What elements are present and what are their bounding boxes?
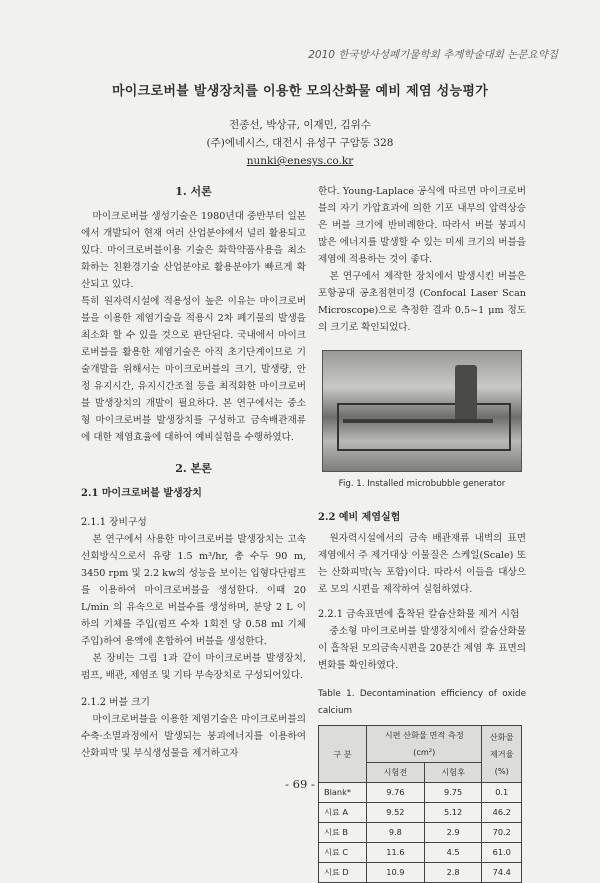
table-cell-before: 11.6	[367, 843, 425, 863]
table-caption: Table 1. Decontamination efficiency of oxide calcium	[318, 689, 526, 716]
section-title-body: 2. 본론	[175, 462, 212, 475]
table-cell-sample: Blank*	[319, 783, 367, 803]
table-cell-rate: 74.4	[482, 863, 522, 883]
table-cell-sample: 시료 D	[319, 863, 367, 883]
table-header-after: 시험후	[424, 763, 482, 783]
table-cell-sample: 시료 B	[319, 823, 367, 843]
table-header-rate-label: 산화물	[489, 731, 514, 742]
section-title-intro: 1. 서론	[175, 185, 212, 198]
equipment-tank	[455, 365, 477, 423]
table-cell-sample: 시료 A	[319, 803, 367, 823]
microbubble-generator-photo	[322, 350, 522, 472]
paragraph: 원자력시설에서의 금속 배관재류 내벽의 표면제염에서 주 제거대상 이물질은 스케일(Scale) 또는 산화피막(녹 포함)이다. 따라서 이들을 대상으로 모의 시편을 제작하여 실험하였다.	[318, 533, 526, 595]
table-cell-rate: 0.1	[482, 783, 522, 803]
paragraph: 본 연구에서 사용한 마이크로버블 발생장치는 고속선회방식으로서 유량 1.5 m³/hr, 총 수두 90 m, 3450 rpm 및 2.2 kw의 성능을 보이는 입형다단펌프를 이용하여 마이크로버블을 생성한다. 이때 20 L/min 의 유속으로 버블수를 생성하며, 분당 2 L 이하의 기체를 주입(펌프 수차 1회전 당 0.58 ml 기체 주입)하여 용액에 혼합하여 버블을 생성한다.	[81, 534, 306, 647]
table-header-rate	[482, 726, 522, 783]
subsection-title: 2.1 마이크로버블 발생장치	[81, 488, 202, 499]
table-cell-after: 4.5	[424, 843, 482, 863]
equipment-frame	[337, 403, 511, 451]
paragraph: 한다. Young-Laplace 공식에 따르면 마이크로버블의 자기 가압효과에 의한 기포 내부의 압력상승은 버블 크기에 반비례한다. 따라서 버블 붕괴시 많은 에너지를 발생할 수 있는 미세 크기의 버블을 제염에 적용하는 것이 좋다.	[318, 186, 526, 265]
paragraph: 중소형 마이크로버블 발생장치에서 칼슘산화물이 흡착된 모의금속시편을 20분간 제염 후 표면의 변화를 확인하였다.	[318, 626, 526, 671]
table-cell-before: 9.52	[367, 803, 425, 823]
page-number: - 69 -	[285, 777, 315, 791]
paragraph: 마이크로버블을 이용한 제염기술은 마이크로버블의 수축·소멸과정에서 발생되는 붕괴에너지를 이용하여 산화피막 및 부식생성물을 제거하고자	[81, 714, 306, 759]
table-cell-after: 2.8	[424, 863, 482, 883]
table-cell-before: 10.9	[367, 863, 425, 883]
table-cell-after: 9.75	[424, 783, 482, 803]
table-cell-rate: 46.2	[482, 803, 522, 823]
table-cell-sample: 시료 C	[319, 843, 367, 863]
table-row	[319, 803, 522, 823]
table-cell-after: 2.9	[424, 823, 482, 843]
table-cell-after: 5.12	[424, 803, 482, 823]
table-cell-rate: 61.0	[482, 843, 522, 863]
table-cell-rate: 70.2	[482, 823, 522, 843]
subsubsection-title: 2.1.1 장비구성	[81, 517, 147, 528]
table-row	[319, 863, 522, 883]
paper-title: 마이크로버블 발생장치를 이용한 모의산화물 예비 제염 성능평가	[111, 84, 489, 99]
decontamination-table	[318, 725, 522, 883]
table-cell-before: 9.8	[367, 823, 425, 843]
author-affiliation: (주)에네시스, 대전시 유성구 구암동 328	[206, 137, 394, 149]
paragraph: 본 연구에서 제작한 장치에서 발생시킨 버블은 포항공대 공초점현미경 (Confocal Laser Scan Microscope)으로 측정한 결과 0.5~1 μm 정도의 크기로 확인되었다.	[318, 271, 526, 333]
equipment-pipe	[343, 419, 493, 423]
table-header-area-label: 시편 산화물 면적 측정	[384, 730, 464, 740]
running-header: 2010 한국방사성폐기물학회 추계학술대회 논문요약집	[308, 49, 558, 61]
author-email[interactable]: nunki@enesys.co.kr	[246, 155, 354, 167]
paragraph: 마이크로버블 생성기술은 1980년대 중반부터 일본에서 개발되어 현재 여러 산업분야에서 널리 활용되고 있다. 마이크로버블이용 기술은 화학약품사용을 최소화하는 친환경기술 산업분야로 활용분야가 빠르게 확산되고 있다.	[81, 211, 306, 290]
author-names: 전종선, 박상규, 이재민, 김위수	[229, 119, 371, 131]
table-row	[319, 843, 522, 863]
table-header-area	[367, 726, 482, 763]
table-cell-before: 9.76	[367, 783, 425, 803]
left-column	[81, 183, 306, 762]
paragraph: 본 장비는 그림 1과 같이 마이크로버블 발생장치, 펌프, 배관, 제염조 및 기타 부속장치로 구성되어있다.	[81, 653, 306, 681]
figure-caption: Fig. 1. Installed microbubble generator	[338, 479, 506, 489]
subsubsection-title: 2.2.1 금속표면에 흡착된 칼슘산화물 제거 시험	[318, 609, 520, 620]
table-row	[319, 823, 522, 843]
table-header-before: 시험전	[367, 763, 425, 783]
table-header-sample: 구 분	[319, 726, 367, 783]
table-header-rate-label2: 제거율	[489, 748, 514, 759]
table-header-area-unit: (cm²)	[413, 747, 436, 757]
paragraph: 특히 원자력시설에 적용성이 높은 이유는 마이크로버블을 이용한 제염기술을 적용시 2차 폐기물의 발생을 최소화 할 수 있을 것으로 판단된다. 국내에서 마이크로버블을 활용한 제염기술은 아직 초기단계이므로 기술개발을 위해서는 마이크로버블의 크기, 발생량, 안정 유지시간, 유지시간조절 등을 최적화한 마이크로버블 발생장치의 개발이 필요하다. 본 연구에서는 중소형 마이크로버블 발생장치를 구성하고 금속배관재류에 대한 제염효율에 대하여 예비실험을 수행하였다.	[81, 296, 306, 443]
subsection-title: 2.2 예비 제염실험	[318, 512, 401, 523]
author-block	[0, 116, 600, 170]
table-header-rate-unit: (%)	[494, 765, 509, 776]
subsubsection-title: 2.1.2 버블 크기	[81, 697, 151, 708]
